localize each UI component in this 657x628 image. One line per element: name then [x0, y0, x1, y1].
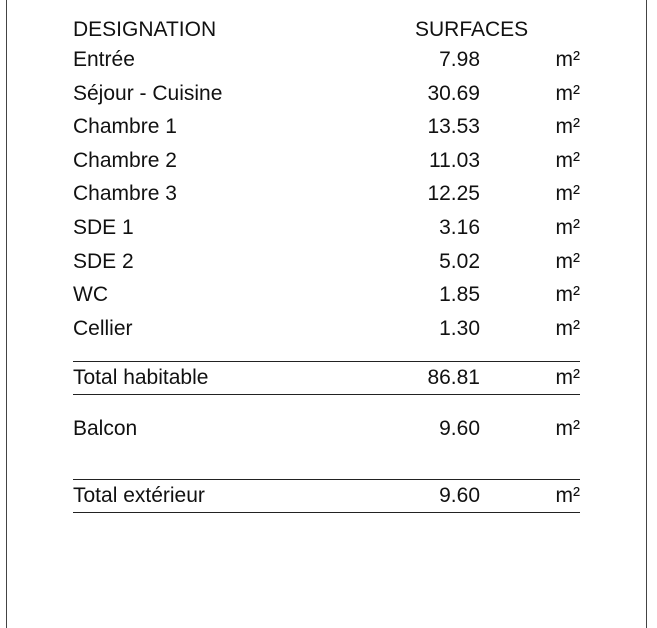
total-exterieur-label: Total extérieur [73, 484, 205, 508]
unit-label: m² [555, 148, 580, 172]
table-row-cellier [73, 312, 580, 346]
total-exterieur-value: 9.60 [439, 484, 480, 508]
room-surface: 7.98 [439, 48, 480, 71]
unit-label: m² [555, 249, 580, 273]
unit-label: m² [555, 417, 580, 441]
spacer [73, 345, 580, 361]
unit-label: m² [555, 316, 580, 340]
total-habitable-value: 86.81 [427, 366, 480, 390]
total-habitable-label: Total habitable [73, 366, 209, 390]
room-name: Chambre 1 [73, 115, 177, 139]
table-row-sde-2 [73, 245, 580, 279]
total-habitable-row [73, 361, 580, 395]
room-surface: 3.16 [439, 215, 480, 239]
room-name: Cellier [73, 316, 133, 340]
table-header [73, 16, 580, 43]
surfaces-heading: SURFACES [415, 18, 529, 41]
room-surface: 5.02 [439, 249, 480, 273]
room-name: Séjour - Cuisine [73, 81, 223, 105]
spacer [73, 395, 580, 411]
table-row-sejour-cuisine [73, 77, 580, 111]
room-surface: 1.30 [439, 316, 480, 340]
spacer [73, 447, 580, 479]
room-name: WC [73, 283, 108, 307]
room-name: Entrée [73, 48, 135, 71]
unit-label: m² [555, 215, 580, 239]
room-surface: 1.85 [439, 283, 480, 307]
table-row-entree [73, 43, 580, 77]
room-name: Balcon [73, 417, 138, 441]
room-name: Chambre 2 [73, 148, 177, 172]
designation-heading: DESIGNATION [73, 18, 217, 41]
unit-label: m² [555, 115, 580, 139]
unit-label: m² [555, 366, 580, 390]
unit-label: m² [555, 283, 580, 307]
room-surface: 11.03 [429, 148, 480, 172]
room-name: SDE 1 [73, 215, 134, 239]
room-surface: 13.53 [427, 115, 480, 139]
total-exterieur-row [73, 479, 580, 513]
room-surface: 30.69 [427, 81, 480, 105]
unit-label: m² [555, 81, 580, 105]
table-row-chambre-2 [73, 144, 580, 178]
table-row-wc [73, 278, 580, 312]
room-surface: 9.60 [439, 417, 480, 441]
room-surface: 12.25 [427, 182, 480, 206]
table-row-balcon [73, 411, 580, 447]
room-name: Chambre 3 [73, 182, 177, 206]
unit-label: m² [555, 182, 580, 206]
room-name: SDE 2 [73, 249, 134, 273]
surface-table [73, 16, 580, 513]
unit-label: m² [555, 48, 580, 71]
table-row-sde-1 [73, 211, 580, 245]
table-row-chambre-1 [73, 110, 580, 144]
table-row-chambre-3 [73, 177, 580, 211]
unit-label: m² [555, 484, 580, 508]
